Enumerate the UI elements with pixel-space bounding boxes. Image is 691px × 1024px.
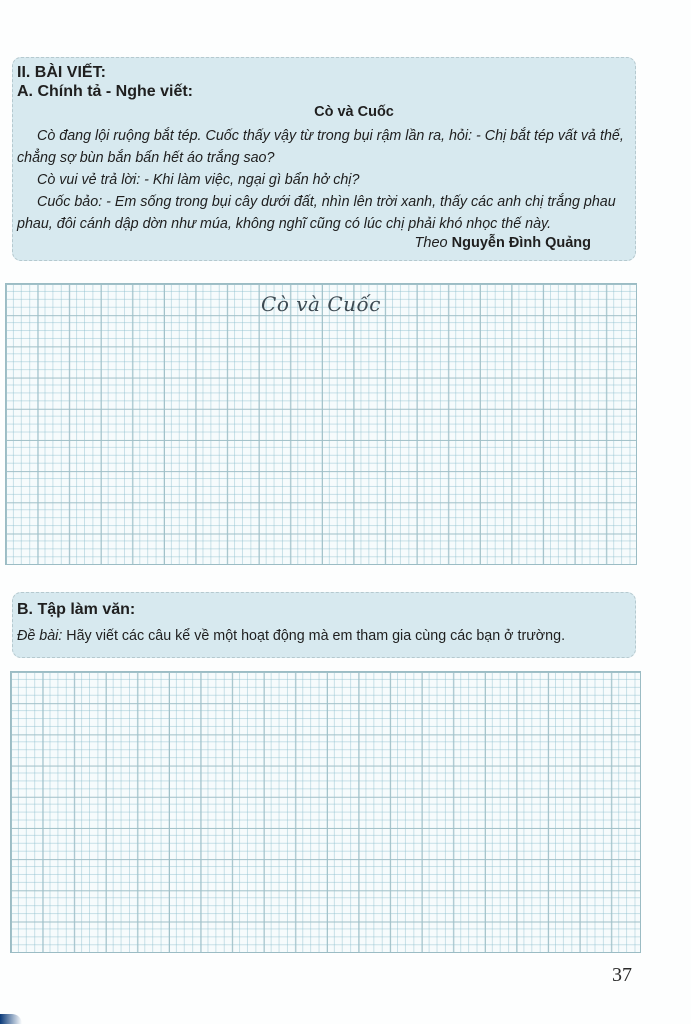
page-number: 37 [612,964,632,986]
story-attribution [415,235,591,251]
section-heading: II. BÀI VIẾT: [17,64,106,81]
prompt-text: Hãy viết các câu kể về một hoạt động mà em tham gia cùng các bạn ở trường. [66,628,566,644]
dictation-section-box [12,57,636,261]
subsection-heading-composition: B. Tập làm văn: [17,601,136,618]
story-paragraph-1: Cò đang lội ruộng bắt tép. Cuốc thấy vậy từ trong bụi rậm lần ra, hỏi: - Chị bắt tép vất vả thế, chẳng sợ bùn bắn bẩn hết áo trắng sao? [17,128,624,166]
dictation-writing-grid[interactable] [5,283,637,565]
composition-prompt [17,628,565,644]
attribution-author: Nguyễn Đình Quảng [451,235,591,251]
story-paragraph-2: Cò vui vẻ trả lời: - Khi làm việc, ngại gì bẩn hở chị? [37,172,360,188]
story-paragraph-3: Cuốc bảo: - Em sống trong bụi cây dưới đất, nhìn lên trời xanh, thấy các anh chị trắng phau phau, đôi cánh dập dờn như múa, không nghĩ cũng có lúc chị phải khó nhọc thế này. [17,194,616,232]
prompt-label: Đề bài: [17,628,67,644]
corner-decoration [0,1014,22,1024]
grid-cursive-title: Cò và Cuốc [261,292,381,316]
composition-writing-grid[interactable] [10,671,641,953]
attribution-prefix: Theo [414,235,452,251]
subsection-heading-dictation: A. Chính tả - Nghe viết: [17,83,193,100]
composition-section-box [12,592,636,658]
story-title: Cò và Cuốc [314,104,394,120]
